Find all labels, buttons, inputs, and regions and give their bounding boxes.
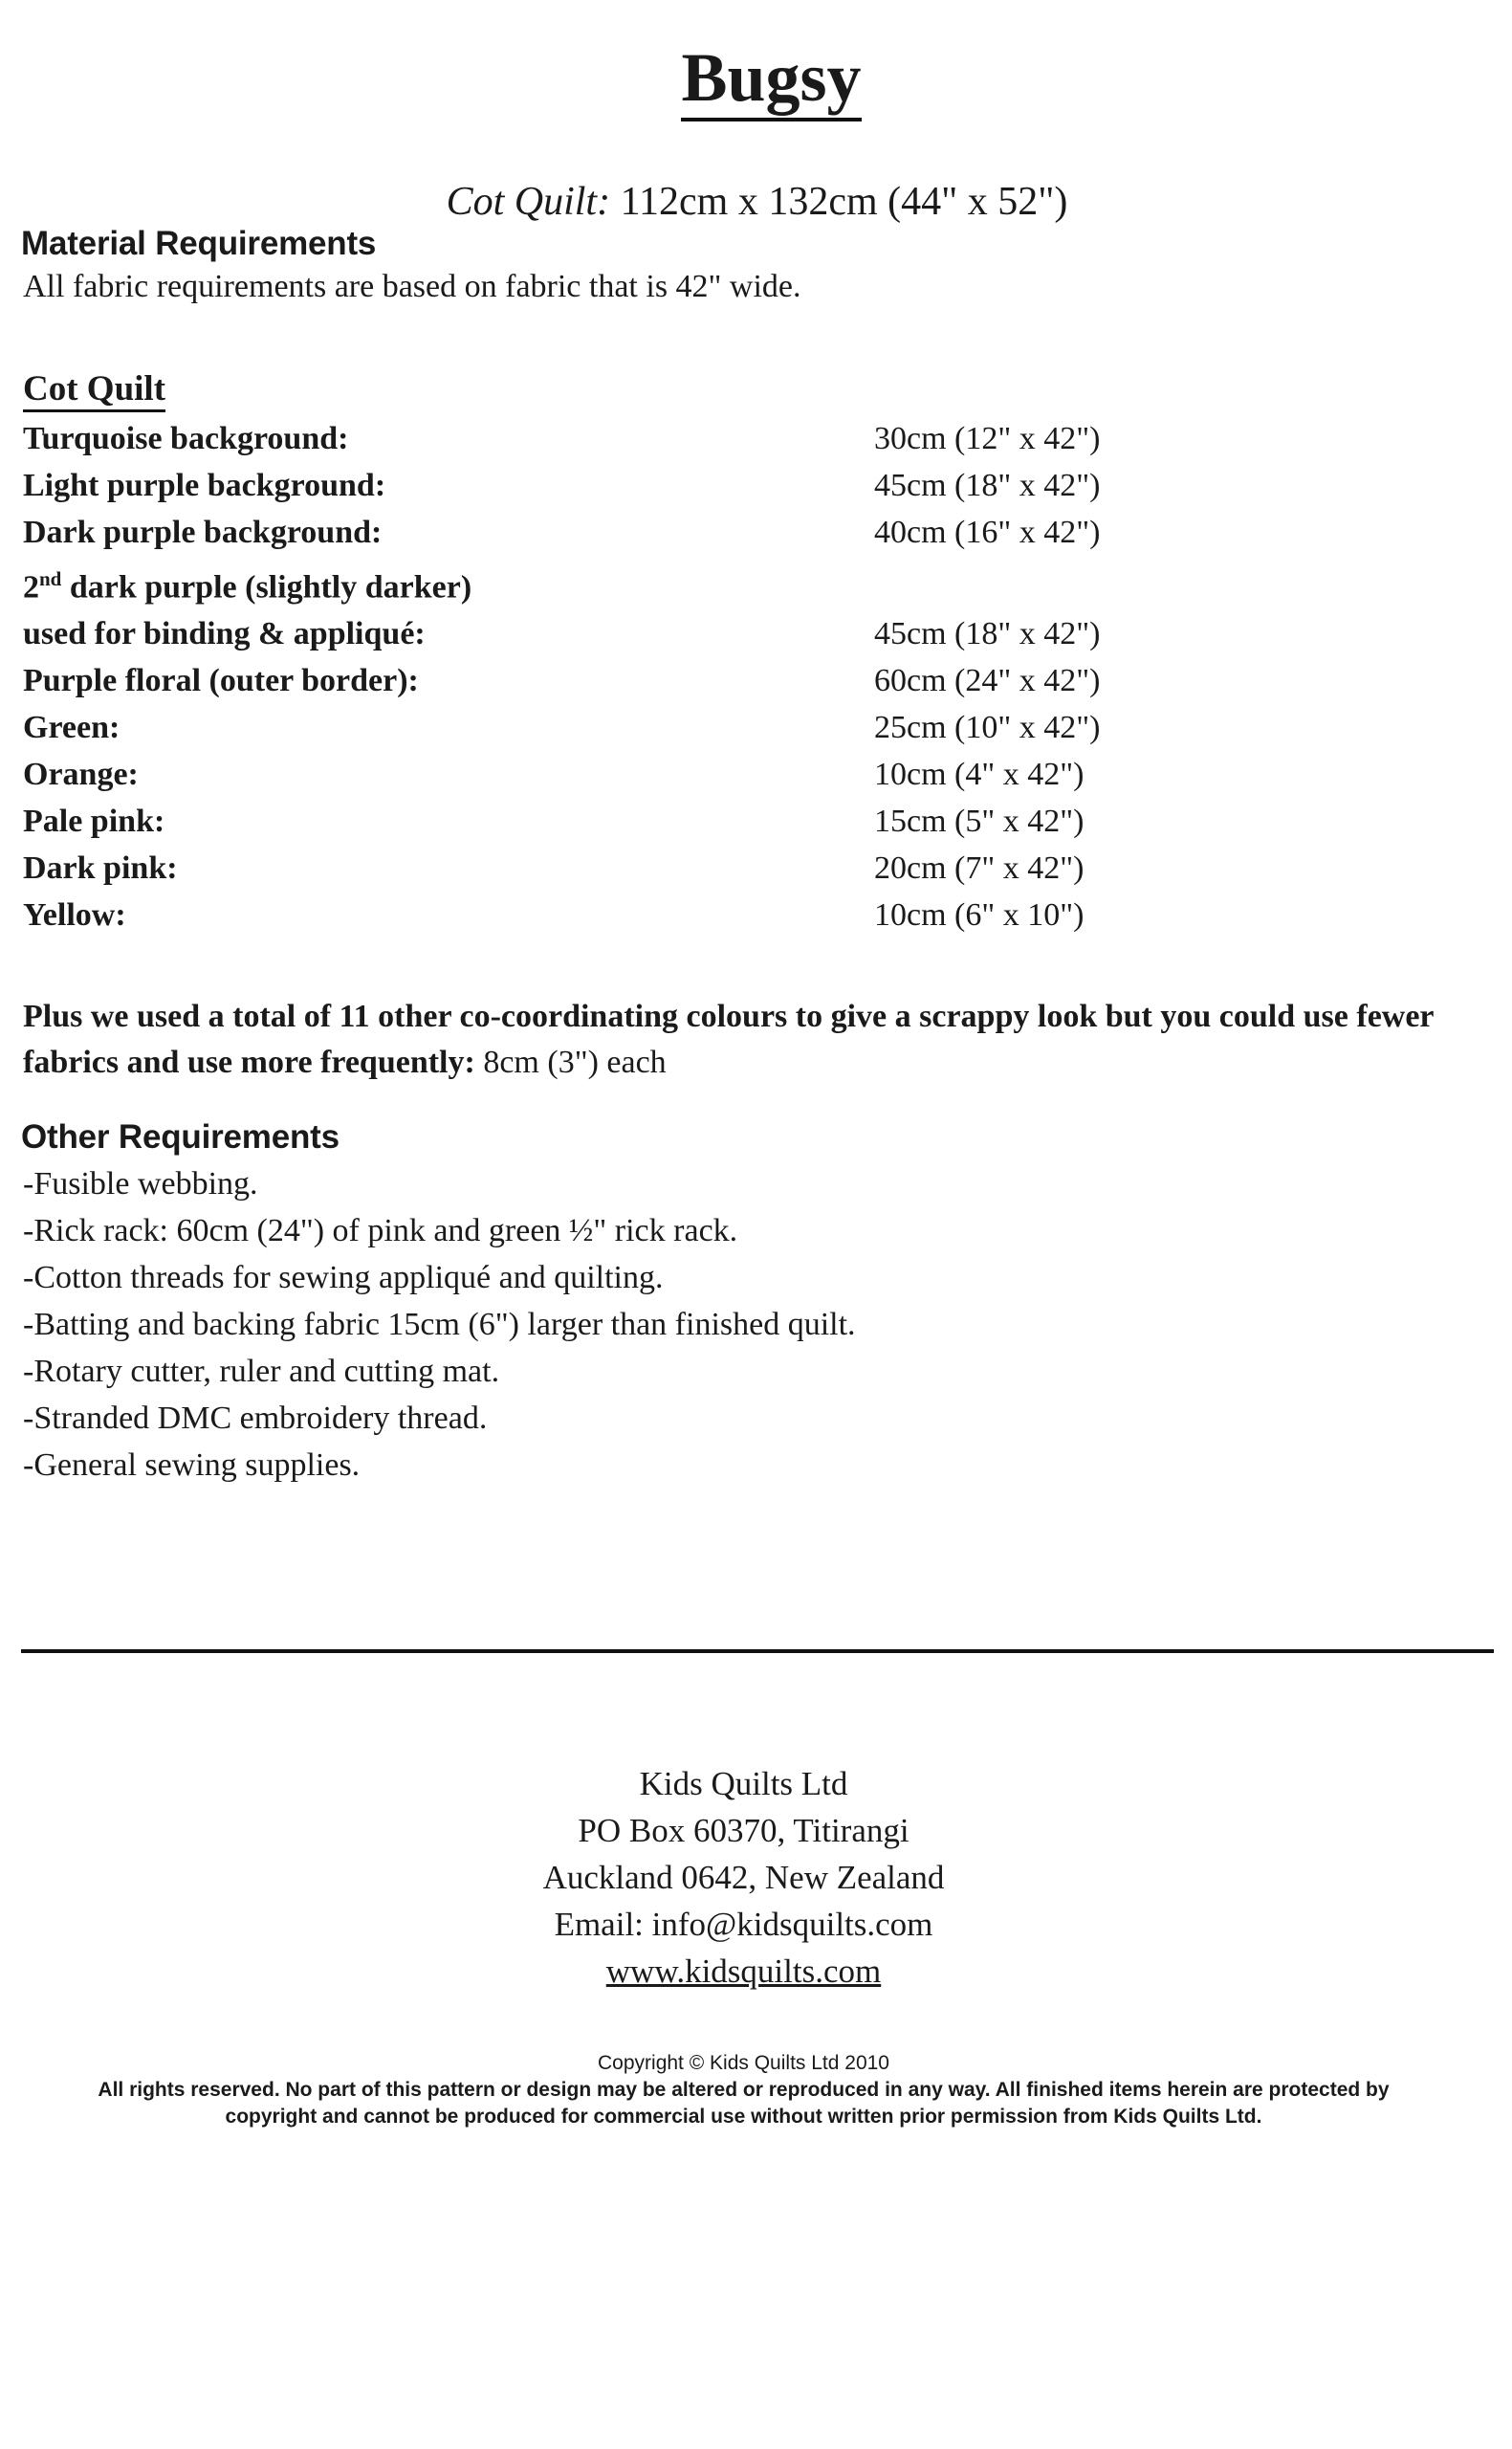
list-item: -Cotton threads for sewing appliqué and quilting. — [23, 1260, 664, 1296]
scrappy-look-note — [23, 994, 1455, 1086]
po-box-line: PO Box 60370, Titirangi — [578, 1812, 909, 1850]
email-line[interactable]: Email: info@kidsquilts.com — [554, 1906, 933, 1944]
material-label: Light purple background: — [23, 468, 386, 503]
table-row — [23, 892, 1171, 938]
table-row — [23, 798, 1171, 845]
list-item: -Batting and backing fabric 15cm (6") larger than finished quilt. — [23, 1307, 856, 1343]
table-row — [23, 610, 1171, 657]
company-name: Kids Quilts Ltd — [639, 1765, 848, 1803]
material-value: 10cm (6" x 10") — [874, 897, 1085, 934]
material-value: 45cm (18" x 42") — [874, 468, 1101, 503]
website-link[interactable]: www.kidsquilts.com — [605, 1953, 882, 1991]
material-value: 10cm (4" x 42") — [874, 757, 1085, 793]
list-item: -Rick rack: 60cm (24") of pink and green ½" rick rack. — [23, 1213, 738, 1249]
other-requirements-heading: Other Requirements — [21, 1118, 340, 1157]
list-item: -General sewing supplies. — [23, 1447, 361, 1484]
footer-divider — [21, 1649, 1494, 1653]
material-value: 25cm (10" x 42") — [874, 710, 1101, 746]
material-value: 15cm (5" x 42") — [874, 804, 1085, 840]
footer-block — [21, 1760, 1455, 1995]
material-label: Orange: — [23, 757, 139, 793]
material-label: Green: — [23, 710, 121, 746]
table-row — [23, 845, 1171, 892]
material-label: Pale pink: — [23, 804, 165, 840]
material-value: 45cm (18" x 42") — [874, 616, 1101, 652]
cot-quilt-heading — [23, 368, 165, 409]
list-item: -Stranded DMC embroidery thread. — [23, 1401, 488, 1437]
other-requirements-list — [21, 1160, 1455, 1489]
copyright-terms-line-1: All rights reserved. No part of this pattern or design may be altered or reproduced in any way. All finished items herein are protected by — [98, 2079, 1390, 2102]
copyright-line: Copyright © Kids Quilts Ltd 2010 — [598, 2052, 889, 2075]
material-value: 60cm (24" x 42") — [874, 663, 1101, 699]
material-label: Purple floral (outer border): — [23, 663, 419, 699]
table-row — [23, 556, 1171, 610]
quilt-size-subtitle — [21, 179, 1455, 225]
material-requirements-heading: Material Requirements — [21, 225, 377, 262]
copyright-block — [21, 2050, 1455, 2130]
table-row — [23, 415, 1171, 462]
material-label: 2nd dark purple (slightly darker) — [23, 567, 472, 606]
quilt-size-label: Cot Quilt: — [446, 180, 611, 224]
scrappy-look-note-amount: 8cm (3") each — [483, 1045, 667, 1081]
material-label: Turquoise background: — [23, 421, 349, 456]
scrappy-look-note-bold: Plus we used a total of 11 other co-coordinating colours to give a scrappy look but you could use fewer fabrics and use more frequently: — [23, 999, 1434, 1081]
list-item: -Rotary cutter, ruler and cutting mat. — [23, 1354, 500, 1390]
table-row — [23, 657, 1171, 704]
materials-table — [23, 415, 1171, 938]
material-value: 30cm (12" x 42") — [874, 421, 1101, 456]
ordinal-suffix: nd — [39, 567, 62, 590]
material-requirements-note: All fabric requirements are based on fabric that is 42" wide. — [23, 269, 801, 304]
material-label: used for binding & appliqué: — [23, 616, 426, 652]
page-title — [21, 38, 1455, 118]
table-row — [23, 751, 1171, 798]
table-row — [23, 509, 1171, 556]
copyright-terms-line-2: copyright and cannot be produced for commercial use without written prior permission from Kids Quilts Ltd. — [225, 2106, 1262, 2129]
material-value — [865, 556, 1171, 610]
material-value: 40cm (16" x 42") — [874, 515, 1101, 550]
quilt-size-value: 112cm x 132cm (44" x 52") — [620, 180, 1068, 224]
material-label: Dark purple background: — [23, 515, 383, 550]
table-row — [23, 462, 1171, 509]
page-title-text: Bugsy — [681, 39, 861, 121]
cot-quilt-heading-text: Cot Quilt — [23, 369, 165, 412]
material-value: 20cm (7" x 42") — [874, 850, 1085, 887]
material-label: Dark pink: — [23, 850, 178, 887]
table-row — [23, 704, 1171, 751]
list-item: -Fusible webbing. — [23, 1166, 258, 1202]
material-label: Yellow: — [23, 897, 126, 934]
city-line: Auckland 0642, New Zealand — [542, 1859, 945, 1897]
